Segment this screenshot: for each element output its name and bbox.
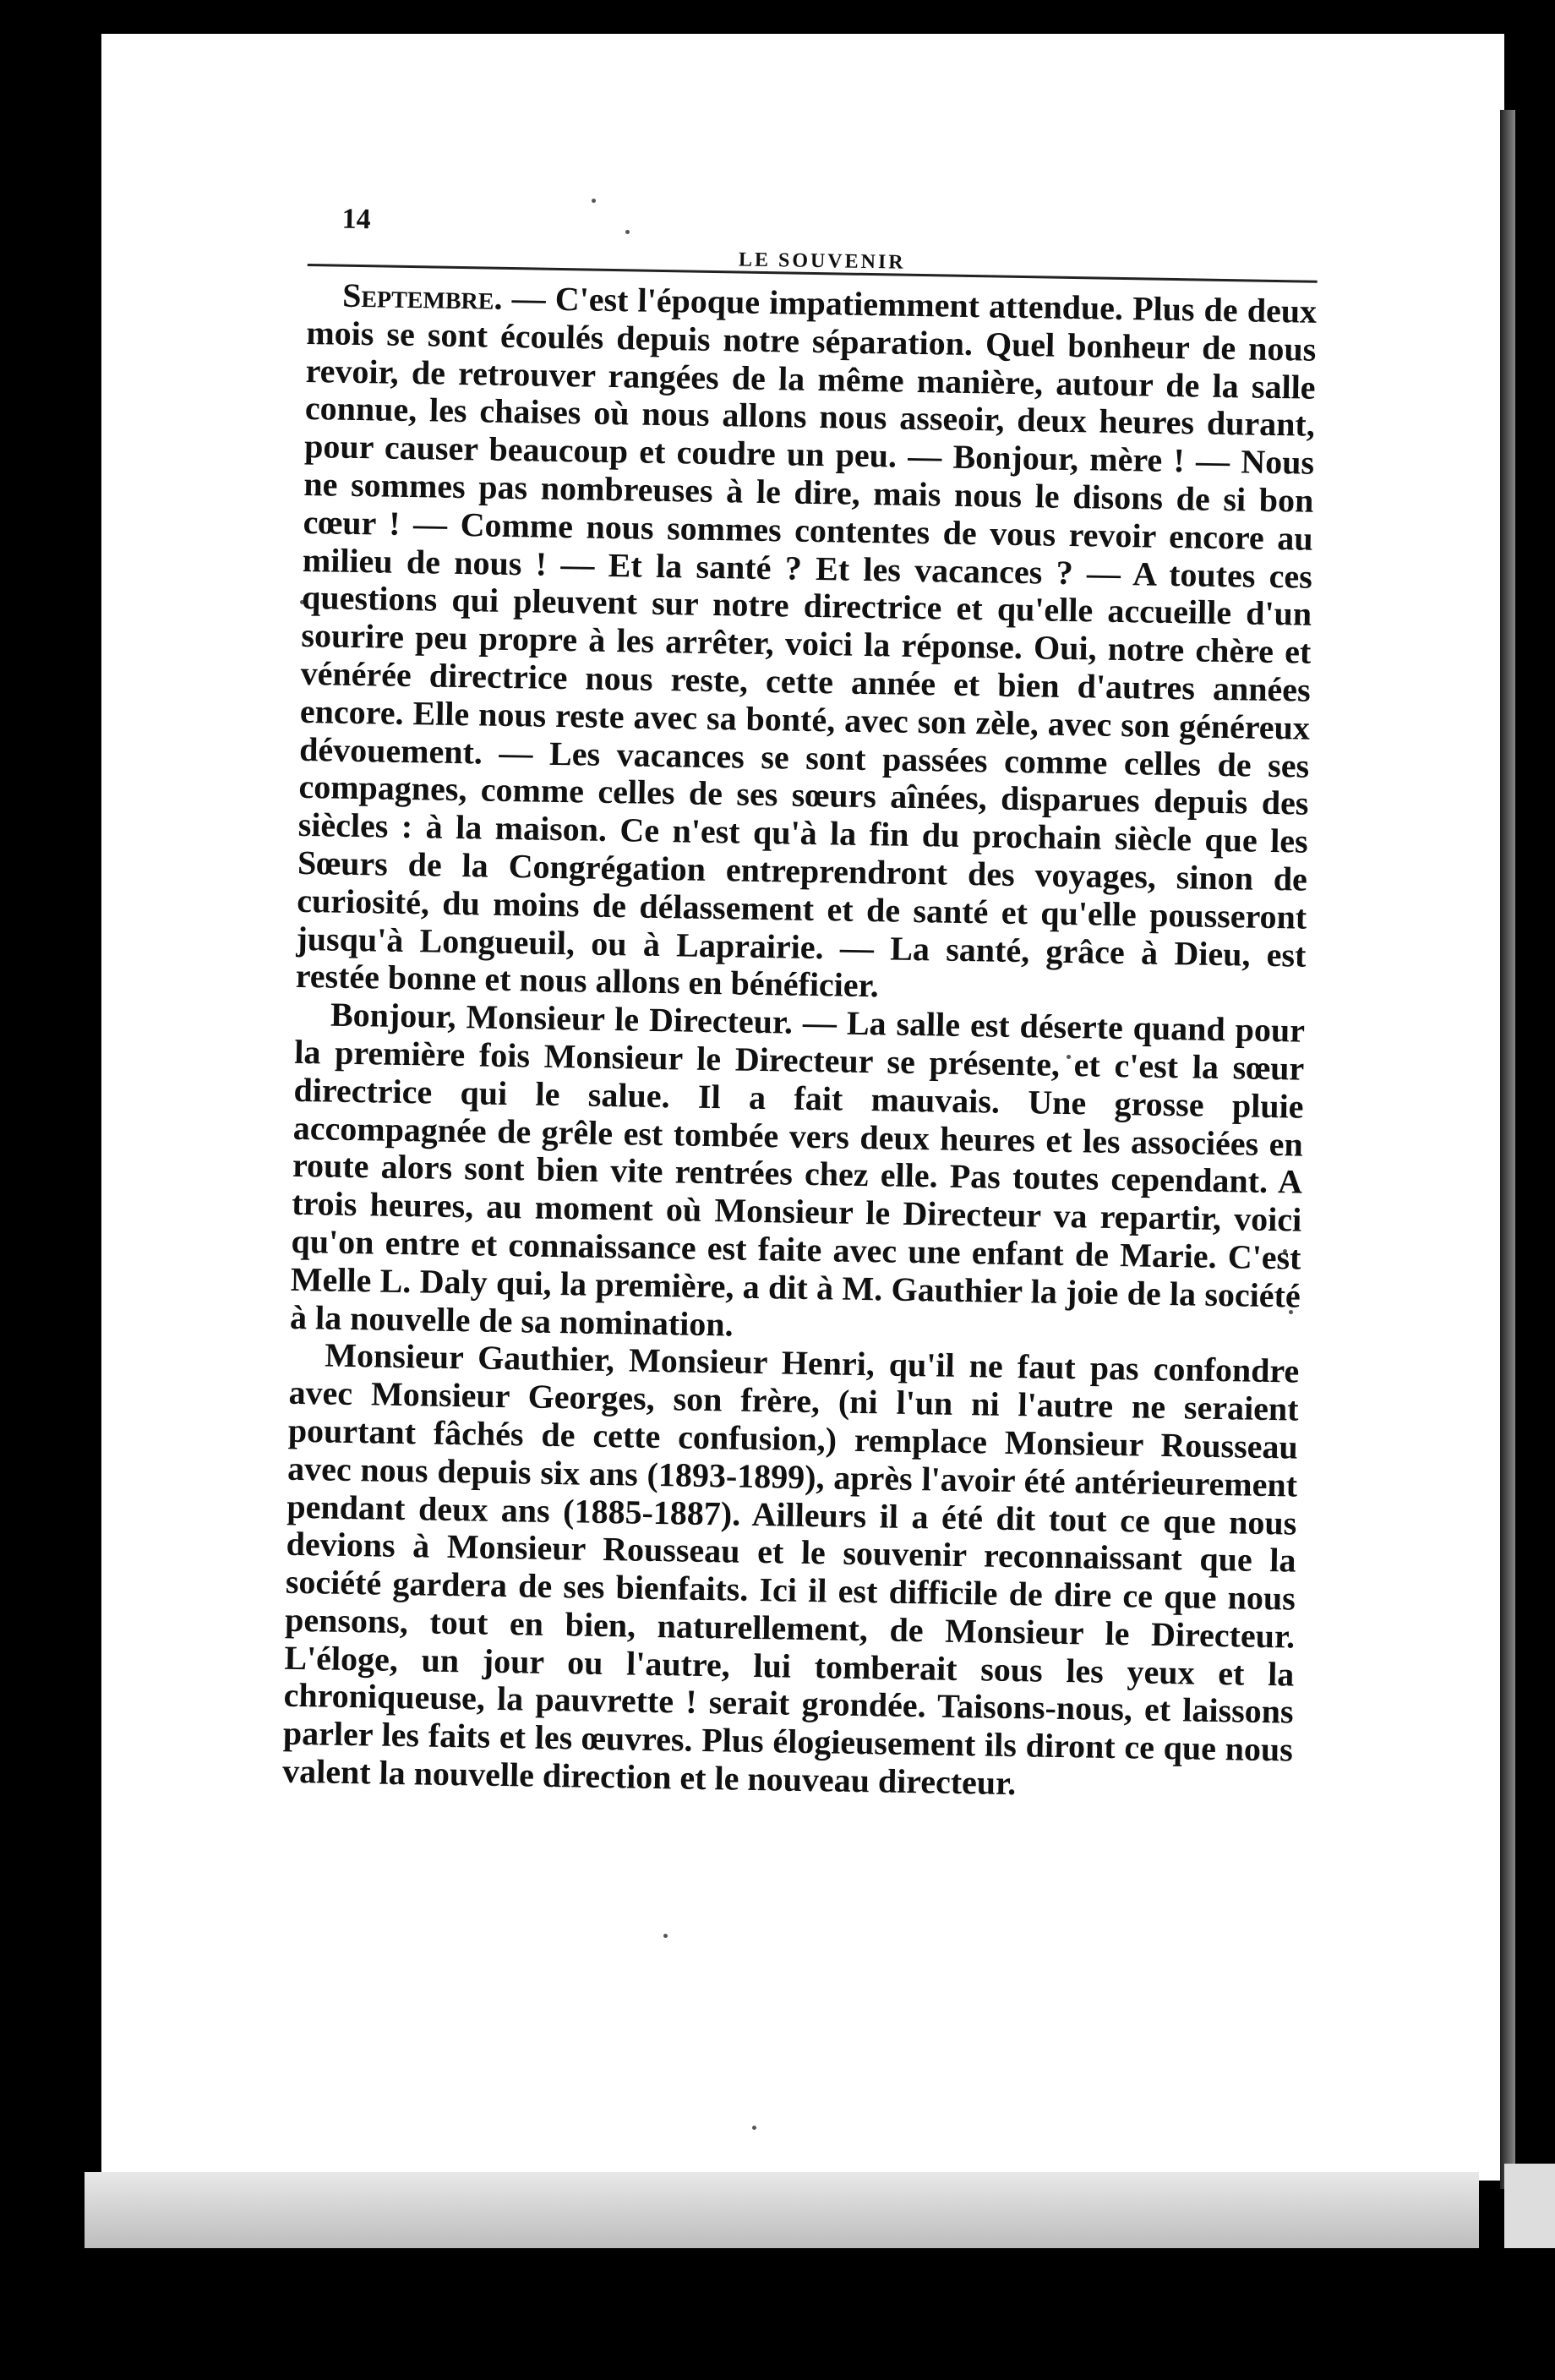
paragraph-text: Monsieur Gauthier, Monsieur Henri, qu'il ne faut pas confondre avec Monsieur Georges, son frère, (ni l'un ni l'autre ne seraient pourtant fâchés de cette confusion,) remplace Monsieur Rousseau avec nous depuis six ans (1893-1899), après l'avoir été antérieurement pendant deux ans (1885-1887). Ailleurs il a été dit tout ce que nous devions à Monsieur Rousseau et le souvenir reconnaissant que la société gardera de ses bienfaits. Ici il est difficile de dire ce que nous pensons, tout en bien, naturellement, de Monsieur le Directeur. L'éloge, un jour ou l'autre, lui tomberait sous les yeux et la chroniqueuse, la pauvrette ! serait grondée. Taisons-nous, et laissons parler les faits et les œuvres. Plus élogieusement ils diront ce que nous valent la nouvelle direction et le nouveau directeur.	[281, 1335, 1300, 1803]
underlying-page-corner	[1504, 2164, 1555, 2248]
page-edge-shadow	[1500, 110, 1515, 2189]
page-number: 14	[341, 203, 371, 236]
paragraph-lead-word: Septembre.	[341, 276, 503, 317]
dust-speck	[592, 199, 596, 203]
paragraph-gauthier	[282, 1336, 1300, 1807]
paragraph-text: Bonjour, Monsieur le Directeur. — La salle est déserte quand pour la première fois Monsieur le Directeur se présente, et c'est la sœur directrice qui le salue. Il a fait mauvais. Une grosse pluie accompagnée de grêle est tombée vers deux heures et les associées en route alors sont bien vite rentrées chez elle. Pas toutes cependant. A trois heures, au moment où Monsieur le Directeur va repartir, voici qu'on entre et connaissance est faite avec une enfant de Marie. C'est Melle L. Daly qui, la première, a dit à M. Gauthier la joie de la société à la nouvelle de sa nomination.	[289, 995, 1306, 1344]
paragraph-directeur	[290, 996, 1306, 1353]
page-content	[282, 203, 1318, 1807]
dust-speck	[752, 2126, 756, 2130]
running-header-title: LE SOUVENIR	[738, 248, 906, 274]
dust-speck	[663, 1934, 668, 1938]
paragraph-septembre	[295, 276, 1317, 1013]
underlying-page-edge	[85, 2172, 1479, 2248]
paragraph-text: — C'est l'époque impatiemment attendue. Plus de deux mois se sont écoulés depuis notre séparation. Quel bonheur de nous revoir, de retrouver rangées de la même manière, autour de la salle connue, les chaises où nous allons nous asseoir, deux heures durant, pour causer beaucoup et coudre un peu. — Bonjour, mère ! — Nous ne sommes pas nombreuses à le dire, mais nous le disons de si bon cœur ! — Comme nous sommes contentes de vous revoir encore au milieu de nous ! — Et la santé ? Et les vacances ? — A toutes ces questions qui pleuvent sur notre directrice et qu'elle accueille d'un sourire peu propre à les arrêter, voici la réponse. Oui, notre chère et vénérée directrice nous reste, cette année et bien d'autres années encore. Elle nous reste avec sa bonté, avec son zèle, avec son généreux dévouement. — Les vacances se sont passées comme celles de ses compagnes, comme celles de ses sœurs aînées, disparues depuis des siècles : à la maison. Ce n'est qu'à la fin du prochain siècle que les Sœurs de la Congrégation entreprendront des voyages, sinon de curiosité, du moins de délassement et de santé et qu'elle pousseront jusqu'à Longueuil, ou à Laprairie. — La santé, grâce à Dieu, est restée bonne et nous allons en bénéficier.	[295, 278, 1318, 1005]
